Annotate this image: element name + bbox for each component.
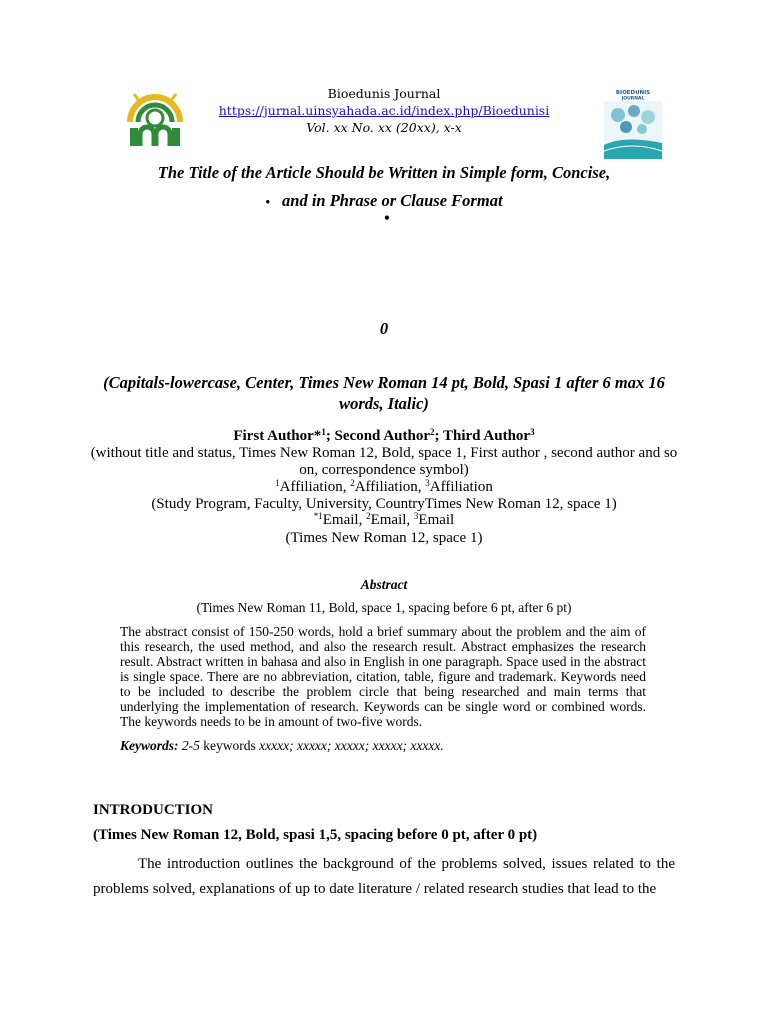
introduction-format-note: (Times New Roman 12, Bold, spasi 1,5, spacing before 0 pt, after 0 pt) [93,827,538,843]
abstract-format-note: (Times New Roman 11, Bold, space 1, spacing before 6 pt, after 6 pt) [196,600,572,615]
email-format-note: (Times New Roman 12, space 1) [285,530,483,546]
bullet-dot-icon: • [384,210,390,227]
university-logo-icon [124,88,186,150]
article-title-line1: The Title of the Article Should be Written in Simple form, Concise, [157,163,611,182]
journal-name: Bioedunis Journal [327,86,441,101]
article-title-line2 [60,191,708,211]
keywords-line: Keywords: 2-5 keywords xxxxx; xxxxx; xxxxx; xxxxx; xxxxx. [120,738,444,753]
cover-title-text: BIOEDUNIS [615,90,651,96]
introduction-heading: INTRODUCTION [93,802,214,818]
journal-cover-image [604,87,662,159]
abstract-body: The abstract consist of 150-250 words, hold a brief summary about the problem and the aim of this research, the used method, and also the research result. Abstract emphasizes the research result. Abstract written in bahasa and also in English in one paragraph. Space used in the abstract is single space. There are no abbreviation, citation, table, figure and trademark. Keywords need to be included to describe the problem circle that being researched and main terms that underlying the implementation of research. Keywords can be single word or combined words. The keywords needs to be in amount of two-five words. [120,624,646,729]
stray-zero: 0 [379,319,389,338]
bullet-icon: • [265,194,271,209]
affiliation-list: $^1$Affiliation, $^2$Affiliation, $^3$Affiliation [275,478,493,495]
affiliation-format-note: (Study Program, Faculty, University, CountryTimes New Roman 12, space 1) [151,496,617,512]
svg-text:JOURNAL: JOURNAL [621,96,645,102]
article-title-line2-text: and in Phrase or Clause Format [282,191,503,210]
introduction-body: The introduction outlines the background of the problems solved, issues related to the problems solved, explanations of up to date literature / related research studies that lead to the [93,856,675,897]
journal-url-link[interactable]: https://jurnal.uinsyahada.ac.id/index.php/Bioedunisi [218,103,550,118]
author-list: First Author*$^1$; Second Author$^2$; Third Author$^3$ [233,427,535,444]
journal-volume: Vol. xx No. xx (20xx), x-x [306,120,462,135]
email-list: $^{*1}$Email, $^2$Email, $^3$Email [313,511,455,528]
keywords-label: Keywords: [120,738,179,753]
title-format-note: (Capitals-lowercase, Center, Times New Roman 14 pt, Bold, Spasi 1 after 6 max 16 words, Italic) [103,373,665,413]
author-format-note: (without title and status, Times New Roman 12, Bold, space 1, First author , second author and so on, correspondence symbol) [90,445,678,478]
abstract-heading: Abstract [360,577,408,592]
